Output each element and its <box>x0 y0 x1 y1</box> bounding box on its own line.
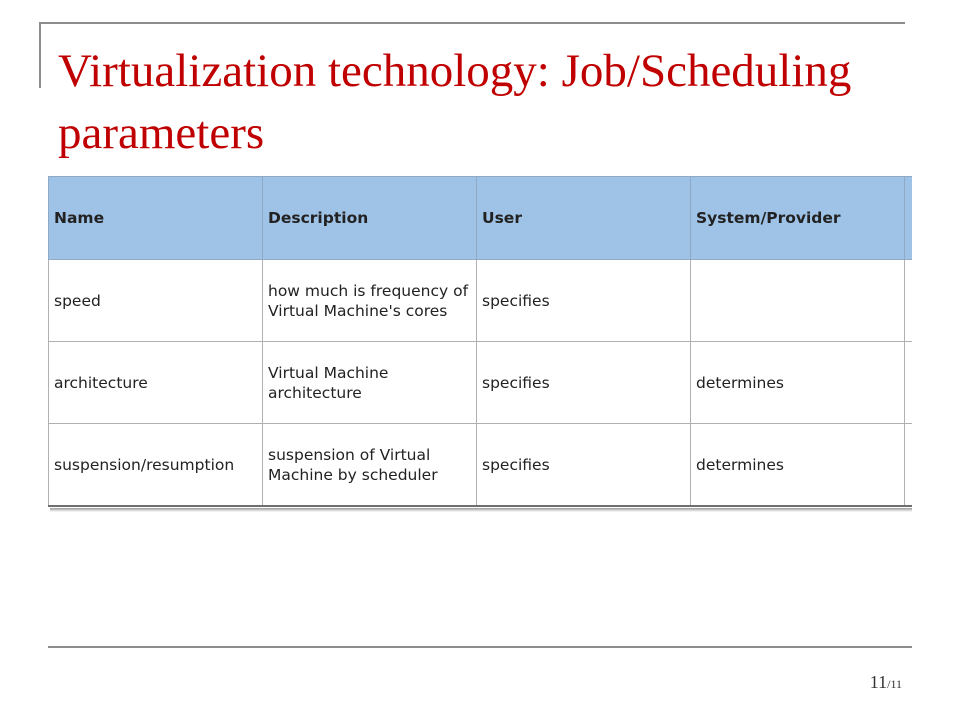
page-number <box>870 672 902 693</box>
page-total: 11 <box>890 677 902 691</box>
parameters-table-container <box>48 176 912 511</box>
cell-description: Virtual Machine architecture <box>263 342 477 424</box>
page-separator: / <box>887 677 891 691</box>
header-description: Description <box>263 177 477 260</box>
cell-clipped <box>905 424 913 507</box>
cell-name: architecture <box>49 342 263 424</box>
cell-user: specifies <box>477 342 691 424</box>
title-corner-horizontal-rule <box>39 22 905 24</box>
header-system-provider: System/Provider <box>691 177 905 260</box>
cell-clipped <box>905 342 913 424</box>
table-row <box>49 342 913 424</box>
page-current: 11 <box>869 672 888 692</box>
cell-clipped <box>905 260 913 342</box>
footer-rule <box>48 646 912 648</box>
cell-system-provider: determines <box>691 342 905 424</box>
cell-user: specifies <box>477 424 691 507</box>
parameters-table <box>48 176 912 507</box>
header-user: User <box>477 177 691 260</box>
header-name: Name <box>49 177 263 260</box>
table-header-row <box>49 177 913 260</box>
table-bottom-shadow <box>50 508 912 512</box>
title-corner-vertical-rule <box>39 22 41 88</box>
slide-title: Virtualization technology: Job/Scheduling parameters <box>58 45 852 159</box>
table-row <box>49 260 913 342</box>
cell-system-provider: determines <box>691 424 905 507</box>
header-clipped-column <box>905 177 913 260</box>
table-row <box>49 424 913 507</box>
cell-description: how much is frequency of Virtual Machine's cores <box>263 260 477 342</box>
cell-description: suspension of Virtual Machine by scheduler <box>263 424 477 507</box>
cell-name: suspension/resumption <box>49 424 263 507</box>
cell-name: speed <box>49 260 263 342</box>
cell-user: specifies <box>477 260 691 342</box>
cell-system-provider <box>691 260 905 342</box>
